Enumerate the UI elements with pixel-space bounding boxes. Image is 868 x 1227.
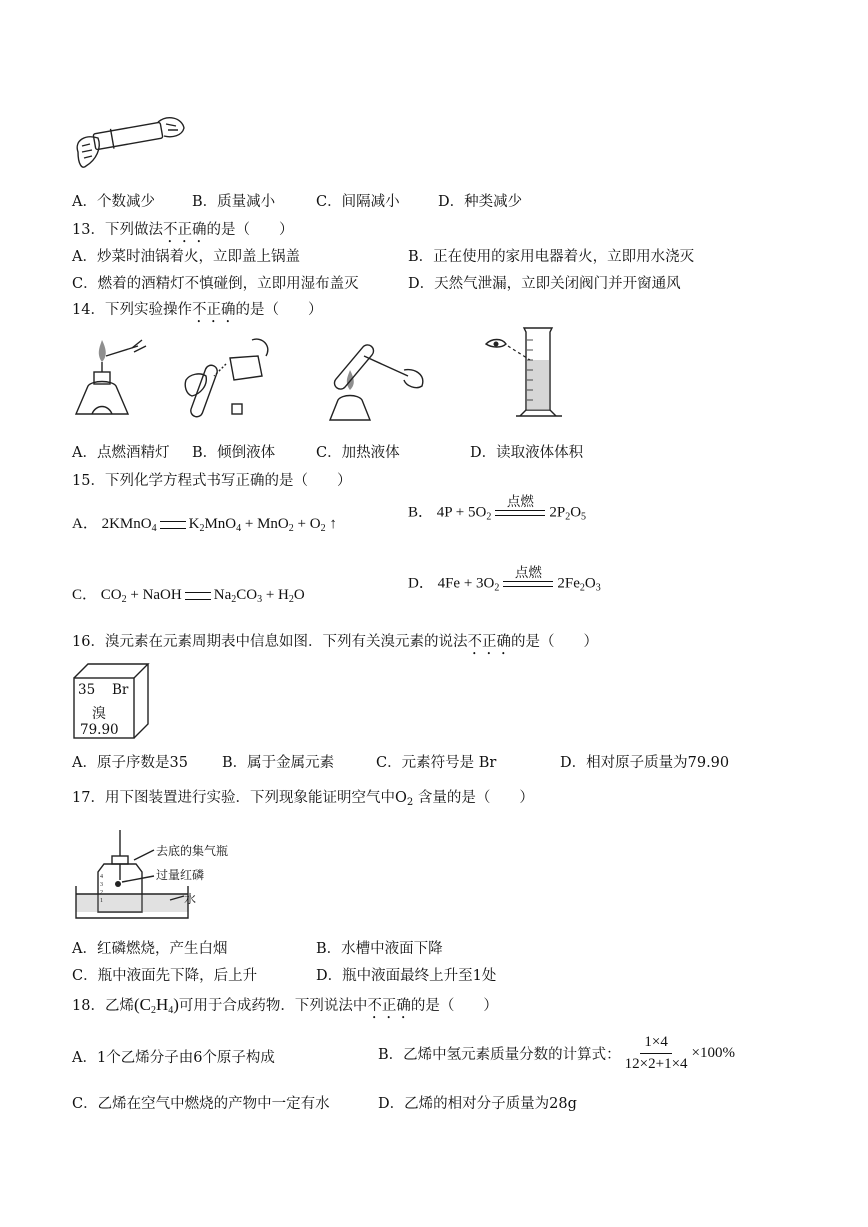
label-bottle: 去底的集气瓶 <box>156 844 229 858</box>
q17-stem: 17．用下图装置进行实验．下列现象能证明空气中$O_2$ 含量的是（ ） <box>72 790 534 808</box>
svg-text:2: 2 <box>100 890 103 896</box>
heating-liquid-figure <box>322 332 432 426</box>
pouring-liquid-figure <box>180 334 275 424</box>
q12-option-b: B．质量减小 <box>192 194 276 210</box>
q15-option-b: B． $4P + 5O_2$ 点燃 $2P_2O_5$ <box>408 494 587 523</box>
equals-sign-icon <box>160 521 186 529</box>
q14-option-c: C．加热液体 <box>316 445 400 461</box>
q18-b-numerator: 1×4 <box>640 1034 671 1054</box>
q16-option-a: A．原子序数是35 <box>72 755 188 771</box>
q16-stem-suffix: 的是（ ） <box>510 634 598 650</box>
q14-option-d: D．读取液体体积 <box>470 445 584 461</box>
q18-b-tail: ×100% <box>691 1045 736 1061</box>
q15-option-a-label: A． <box>72 516 98 532</box>
q14-stem-suffix: 的是（ ） <box>235 302 323 318</box>
q18-stem-emphasis: 不正确 <box>367 998 411 1014</box>
q16-option-d: D．相对原子质量为79.90 <box>560 755 730 771</box>
q13-stem-suffix: 的是（ ） <box>206 222 294 238</box>
q13-option-a: A．炒菜时油锅着火，立即盖上锅盖 <box>72 249 300 265</box>
q17-option-b: B．水槽中液面下降 <box>316 941 443 957</box>
q18-option-c: C．乙烯在空气中燃烧的产物中一定有水 <box>72 1096 330 1112</box>
q13-stem <box>72 218 293 246</box>
q17-stem-suffix: 含量的是（ ） <box>417 790 534 806</box>
q18-option-b <box>378 1034 735 1073</box>
q18-option-d: D．乙烯的相对分子质量为28g <box>378 1096 577 1112</box>
q16-stem-prefix: 16．溴元素在元素周期表中信息如图．下列有关溴元素的说法 <box>72 634 468 650</box>
label-water: 水 <box>184 892 197 906</box>
q12-option-a: A．个数减少 <box>72 194 155 210</box>
q18-stem-prefix: 18．乙烯 <box>72 998 134 1014</box>
element-name: 溴 <box>92 706 106 722</box>
q12-option-c: C．间隔减小 <box>316 194 400 210</box>
q17-option-a: A．红磷燃烧，产生白烟 <box>72 941 228 957</box>
q16-stem <box>72 630 598 658</box>
q17-option-d: D．瓶中液面最终上升至1处 <box>316 968 497 984</box>
q15-option-b-label: B． <box>408 504 434 521</box>
q13-option-b: B．正在使用的家用电器着火，立即用水浇灭 <box>408 249 695 265</box>
q18-stem-middle: 可用于合成药物．下列说法中 <box>178 998 368 1014</box>
alcohol-lamp-lighting-figure <box>72 334 162 424</box>
q13-stem-prefix: 13．下列做法 <box>72 222 163 238</box>
q14-stem-emphasis: 不正确 <box>191 302 236 318</box>
q15-option-c: C． $CO_2$ + NaOH $Na_2CO_3 + H_2O$ <box>72 587 305 605</box>
q12-option-d: D．种类减少 <box>438 194 523 210</box>
q13-option-c: C．燃着的酒精灯不慎碰倒，立即用湿布盖灭 <box>72 276 359 292</box>
q16-option-c: C．元素符号是 Br <box>376 755 497 771</box>
q15-option-d: D． $4Fe + 3O_2$ 点燃 $2Fe_2O_3$ <box>408 565 601 594</box>
q18-stem: 18．乙烯$(C_2H_4)$可用于合成药物．下列说法中不正确的是（ ） <box>72 995 498 1016</box>
element-symbol: Br <box>112 682 129 698</box>
q15-b-condition: 点燃 <box>506 494 534 509</box>
equals-sign-icon <box>185 592 211 600</box>
element-atomic-mass: 79.90 <box>80 722 119 738</box>
q14-option-b: B．倾倒液体 <box>192 445 276 461</box>
q13-stem-emphasis: 不正确 <box>162 222 207 238</box>
reading-volume-figure <box>478 326 578 426</box>
q15-d-condition: 点燃 <box>514 565 542 580</box>
q15-stem: 15．下列化学方程式书写正确的是（ ） <box>72 473 352 489</box>
q15-option-a: A． 2KMnO$_4$ $K_2MnO_4 + MnO_2 + O_2$ ↑ <box>72 516 337 534</box>
q18-b-fraction <box>621 1034 692 1073</box>
svg-text:1: 1 <box>100 898 103 904</box>
q17-stem-prefix: 17．用下图装置进行实验．下列现象能证明空气中 <box>72 790 395 806</box>
syringe-figure <box>72 108 192 178</box>
label-phosphorus: 过量红磷 <box>156 868 205 882</box>
q15-option-c-label: C． <box>72 587 98 603</box>
q15-option-d-label: D． <box>408 575 434 592</box>
q18-stem-suffix: 的是（ ） <box>410 998 498 1014</box>
svg-text:3: 3 <box>100 882 103 888</box>
q18-option-a: A．1个乙烯分子由6个原子构成 <box>72 1050 275 1066</box>
q13-option-d: D．天然气泄漏，立即关闭阀门并开窗通风 <box>408 276 681 292</box>
q14-stem-prefix: 14．下列实验操作 <box>72 302 192 318</box>
q18-option-b-text: B．乙烯中氢元素质量分数的计算式： <box>378 1047 621 1063</box>
q14-option-a: A．点燃酒精灯 <box>72 445 170 461</box>
q17-option-c: C．瓶中液面先下降，后上升 <box>72 968 258 984</box>
svg-text:4: 4 <box>100 874 103 880</box>
q18-b-denominator: 12×2+1×4 <box>624 1056 688 1072</box>
q14-stem <box>72 298 322 326</box>
element-atomic-number: 35 <box>78 682 96 698</box>
q16-stem-emphasis: 不正确 <box>467 634 511 650</box>
q16-option-b: B．属于金属元素 <box>222 755 335 771</box>
